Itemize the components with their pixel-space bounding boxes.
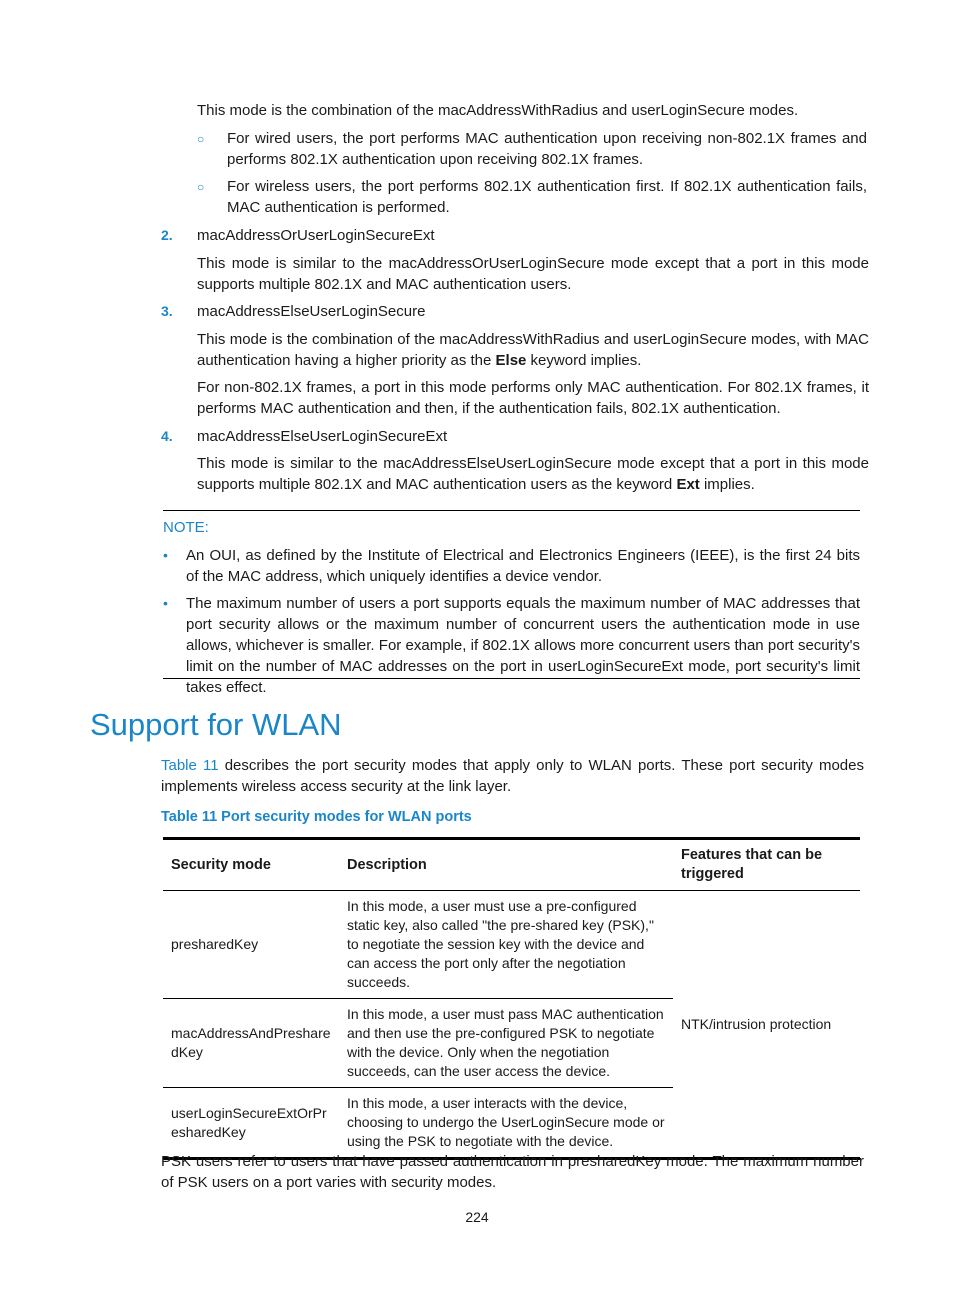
intro-paragraph: This mode is the combination of the macAddressWithRadius and userLoginSecure modes.: [197, 102, 799, 119]
cell-mode: userLoginSecureExtOrPresharedKey: [171, 1104, 327, 1140]
list-item-paragraph: For non-802.1X frames, a port in this mode performs only MAC authentication. For 802.1X frames, it performs MAC authentication and then, if the authentication fails, 802.1X authentication.: [197, 379, 869, 417]
table-header-row: [163, 839, 860, 891]
section-intro: Table 11 describes the port security modes that apply only to WLAN ports. These port security modes implements wireless access security at the link layer.: [161, 757, 864, 795]
sub-bullet-icon: ○: [197, 132, 205, 146]
list-number: 3.: [161, 303, 173, 319]
list-item-paragraph: This mode is the combination of the macAddressWithRadius and userLoginSecure modes, with MAC authentication having a higher priority as the Else keyword implies.: [197, 331, 869, 369]
note-bullet-oui: An OUI, as defined by the Institute of Electrical and Electronics Engineers (IEEE), is the first 24 bits of the MAC address, which uniquely identifies a device vendor.: [186, 547, 860, 585]
note-top-rule: [163, 510, 860, 511]
list-item-title: macAddressOrUserLoginSecureExt: [197, 227, 435, 244]
page-number: 224: [465, 1209, 489, 1225]
bullet-icon: •: [163, 547, 168, 563]
cell-features: NTK/intrusion protection: [681, 1015, 832, 1032]
list-number: 2.: [161, 227, 173, 243]
list-item-paragraph: This mode is similar to the macAddressOrUserLoginSecure mode except that a port in this mode supports multiple 802.1X and MAC authentication users.: [197, 255, 869, 293]
cell-mode: macAddressAndPresharedKey: [171, 1025, 331, 1060]
list-item-title: macAddressElseUserLoginSecureExt: [197, 428, 448, 445]
note-bullet-max-users: The maximum number of users a port supports equals the maximum number of MAC addresses that port security allows or the maximum number of concurrent users the authentication mode in use allows, whichever is smaller. For example, if 802.1X allows more concurrent users than port security's limit on the number of MAC addresses on the port in userLoginSecureExt mode, port security's limit takes effect.: [186, 595, 860, 696]
table-caption: Table 11 Port security modes for WLAN ports: [161, 809, 472, 825]
cell-mode: presharedKey: [171, 936, 259, 952]
note-bottom-rule: [163, 678, 860, 679]
section-heading: Support for WLAN: [90, 707, 342, 742]
sub-bullet-wireless: For wireless users, the port performs 802.1X authentication first. If 802.1X authentication fails, MAC authentication is performed.: [227, 178, 867, 216]
note-label: NOTE:: [163, 519, 209, 536]
keyword-else: Else: [495, 352, 527, 369]
wlan-modes-table: [163, 837, 860, 1160]
bullet-icon: •: [163, 595, 168, 611]
sub-bullet-icon: ○: [197, 180, 205, 194]
cell-description: In this mode, a user must use a pre-configured static key, also called "the pre-shared key (PSK)," to negotiate the session key with the device and can access the port only after the negotiation succeeds.: [347, 898, 654, 990]
list-item-title: macAddressElseUserLoginSecure: [197, 303, 426, 320]
header-security-mode: Security mode: [171, 856, 271, 873]
cell-description: In this mode, a user interacts with the device, choosing to undergo the UserLoginSecure mode or using the PSK to negotiate with the device.: [347, 1095, 665, 1149]
header-description: Description: [347, 856, 427, 873]
table-row: [163, 891, 860, 999]
cell-description: In this mode, a user must pass MAC authentication and then use the pre-configured PSK to negotiate with the device. Only when the negotiation succeeds, can the user access the device.: [347, 1006, 664, 1079]
header-features: Features that can be triggered: [681, 847, 823, 882]
closing-paragraph: PSK users refer to users that have passed authentication in presharedKey mode. The maximum number of PSK users on a port varies with security modes.: [161, 1153, 864, 1191]
list-number: 4.: [161, 428, 173, 444]
sub-bullet-wired: For wired users, the port performs MAC authentication upon receiving non-802.1X frames and performs 802.1X authentication upon receiving 802.1X frames.: [227, 130, 867, 168]
keyword-ext: Ext: [676, 476, 700, 493]
table-link[interactable]: Table 11: [161, 757, 219, 774]
list-item-paragraph: This mode is similar to the macAddressElseUserLoginSecure mode except that a port in this mode supports multiple 802.1X and MAC authentication users as the keyword Ext implies.: [197, 455, 869, 493]
